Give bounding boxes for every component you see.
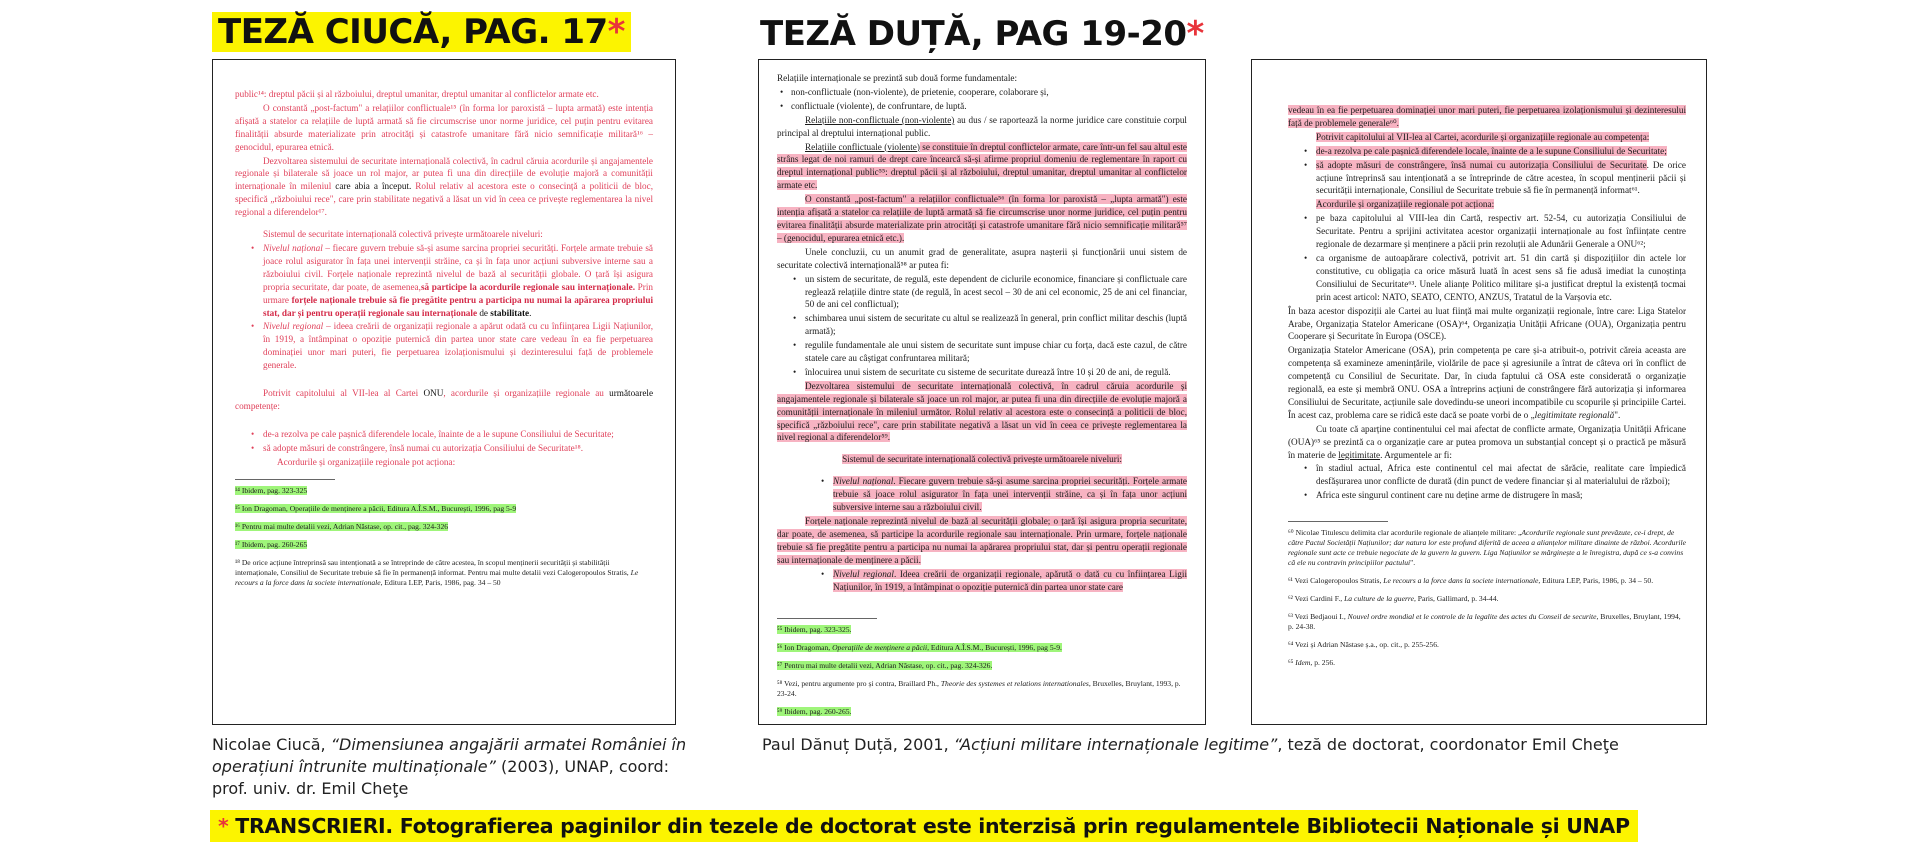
duta3-may-act bbox=[1288, 198, 1686, 211]
duta-footnote-56-rest: , Editura A.Î.S.M., București, 1996, pag 5-9. bbox=[927, 643, 1062, 653]
ciuca-charter-onu: ONU bbox=[423, 388, 444, 399]
ciuca-footnote-14-text: ¹⁴ Ibidem, pag. 323-325 bbox=[235, 485, 308, 495]
duta-conflict-text: se constituie în dreptul conflictelor armate, care într-un fel sau altul este strâns legat de noi ramuri de drept care încearcă să-și afirme propriul domeniu de reglementare în raport cu dreptul internațional public⁵⁵: dreptul păcii și al războiului, dreptul umanitar, dreptul umanitar al conflictelor armate etc. bbox=[777, 141, 1188, 191]
caption-duta bbox=[762, 734, 1722, 756]
duta-nonconflict-paragraph bbox=[777, 114, 1187, 140]
duta-regional-level-title: Nivelul regional bbox=[833, 568, 894, 579]
duta-regional-level bbox=[777, 568, 1187, 594]
ciuca-levels-intro: Sistemul de securitate internațională colectivă privește următoarele niveluri: bbox=[263, 229, 543, 240]
ciuca-footnote-18-rest: , Editura LEP, Paris, 1986, pag. 34 – 50 bbox=[380, 577, 501, 587]
ciuca-national-level: • Nivelul național – fiecare guvern trebuie să-și asume sarcina propriei securități. Forțele armate trebuie să joace rolul asigurator în fața unei intervenții străine, ca și în fața unor acțiuni subversive interne sau a războiului civil. Forțele naționale reprezintă nivelul de bază al securității globale. O țară își asigura propria securitate, dar poate, de asemenea,să participe la acordurile regionale sau internaționale. Prin urmare forțele naționale trebuie să fie pregătite pentru a participa nu numai la apărarea propriului stat, dar și pentru operații regionale sau internaționale de stabilitate. bbox=[235, 242, 653, 319]
heading-ciuca-text: TEZĂ CIUCĂ, PAG. 17 bbox=[218, 12, 608, 52]
ciuca-national-level-therefore: Prin urmare bbox=[263, 281, 653, 305]
duta3-footnote-62 bbox=[1288, 594, 1686, 604]
duta3-osa-legitimacy: legitimitate regională bbox=[1534, 409, 1615, 420]
duta-footnote-59 bbox=[777, 707, 1187, 717]
ciuca-national-level-title: Nivelul național bbox=[263, 242, 323, 253]
duta3-oua-text: Cu toate că aparține continentului cel mai afectat de conflicte armate, Organizația Unității Africane (OUA)⁶⁵ se prezintă ca o organizație care ar putea promova un substanțial concept și o practică pe măsură în materie de bbox=[1288, 423, 1686, 460]
duta3-osa bbox=[1288, 344, 1686, 421]
duta-thesis-page-19 bbox=[758, 59, 1206, 725]
duta3-footnote-65-idem: Idem bbox=[1295, 658, 1311, 668]
ciuca-footnote-15-text: ¹⁵ Ion Dragoman, Operațiile de menținere a păcii, Editura A.Î.S.M., București, 1996, pag 5-9 bbox=[235, 503, 517, 513]
ciuca-paragraph-3-black: care abia a început. bbox=[335, 181, 412, 192]
duta3-footnote-61-rest: , Editura LEP, Paris, 1986, p. 34 – 50. bbox=[1538, 576, 1654, 586]
ciuca-footnote-18 bbox=[235, 558, 653, 588]
duta-conflict-paragraph bbox=[777, 141, 1187, 193]
duta-footnote-56 bbox=[777, 643, 1187, 653]
duta3-competence-1 bbox=[1288, 145, 1686, 158]
duta-national-forces-text: Forțele naționale reprezintă nivelul de bază al securității globale; o țară își asigura propria securitate, dar poate, de asemenea, să participe la acordurile regionale sau internaționale. Prin urmare, forțele naționale trebuie să fie pregătite pentru a participa nu numai la apărarea propriului stat, dar și pentru operații regionale sau internaționale de menținere a păcii. bbox=[777, 516, 1187, 565]
duta-footnote-58-title: Theorie des systemes et relations internationales bbox=[940, 679, 1089, 689]
duta3-argument-2: • Africa este singurul continent care nu deține arme de distrugere în masă; bbox=[1288, 489, 1686, 502]
duta-footnote-57 bbox=[777, 661, 1187, 671]
caption-ciuca-author: Nicolae Ciucă, bbox=[212, 735, 331, 754]
ciuca-footnote-rule bbox=[235, 479, 335, 480]
ciuca-charter-paragraph bbox=[235, 387, 653, 413]
duta-regional-level-text: . Ideea creării de organizații regionale, apărută o dată cu cu înființarea Ligii Națiunilor, în 1919, a întâmpinat o opoziție puternică din partea unor state care bbox=[833, 568, 1188, 592]
duta3-footnote-60 bbox=[1288, 528, 1686, 568]
heading-ciuca bbox=[212, 12, 631, 52]
heading-duta bbox=[754, 14, 1210, 54]
ciuca-footnote-17 bbox=[235, 540, 653, 550]
duta3-may-act-text: Acordurile și organizațiile regionale pot acționa: bbox=[1316, 199, 1495, 210]
duta3-footnote-65-rest: , p. 256. bbox=[1310, 658, 1336, 668]
ciuca-footnote-16 bbox=[235, 522, 653, 532]
ciuca-footnote-18-title: Le recours a la force dans la societe internationale bbox=[235, 567, 639, 587]
duta3-osa-end: ". bbox=[1614, 409, 1621, 420]
ciuca-charter-competences: competențe: bbox=[235, 400, 280, 411]
duta3-footnote-61-author: ⁶¹ Vezi Calogeropoulos Stratis, bbox=[1288, 576, 1382, 586]
duta-national-level-title: Nivelul național bbox=[833, 476, 894, 487]
ciuca-footnote-18-text: ¹⁸ De orice acțiune întreprinsă sau intenționată a se întreprinde de către acestea, în scopul menținerii securității și stabilității internaționale, Consiliul de Securitate trebuie să fie în permanență informat. Pentru mai multe detalii vezi Calogeropoulos Stratis, bbox=[235, 557, 629, 577]
duta3-organizations: În baza acestor dispoziții ale Cartei au luat ființă mai multe organizații regionale, între care: Liga Statelor Arabe, Organizația Statelor Americane (OSA)⁶⁴, Organizația Unității Africane (OUA), Organizația pentru Cooperare și Securitate în Europa (OSCE). bbox=[1288, 305, 1686, 342]
duta3-footnote-61 bbox=[1288, 576, 1686, 586]
duta-conclusion-3: • regulile fundamentale ale unui sistem de securitate sunt impuse chiar cu forța, dacă este cazul, de către statele care au câștigat confruntarea militară; bbox=[777, 339, 1187, 365]
duta3-competence-2 bbox=[1288, 159, 1686, 198]
duta-thesis-page-20 bbox=[1251, 59, 1707, 725]
caption-ciuca bbox=[212, 734, 692, 800]
duta-footnote-59-text: ⁵⁹ Ibidem, pag. 260-265. bbox=[777, 707, 852, 717]
ciuca-may-act: Acordurile și organizațiile regionale pot acționa: bbox=[277, 456, 456, 467]
duta3-footnote-62-rest: , Paris, Gallimard, p. 34-44. bbox=[1413, 594, 1499, 604]
duta-development-text: Dezvoltarea sistemului de securitate internațională colectivă, în cadrul căruia acordurile și angajamentele regionale și bilaterale să joace un rol major, ar putea fi una din direcțiile de evoluție majoră a comunității internaționale în mileniul următor. Rolul relativ al acestora este o consecință a politicii de bloc, specifică „războiului rece", care prin stabilitate negativă a lăsat un vid în ceea ce privește reglementarea la nivel regional a diferendelor⁵⁹. bbox=[777, 380, 1187, 443]
duta-conflict-title: Relațiile conflictuale (violente) bbox=[805, 141, 920, 152]
duta3-oua bbox=[1288, 423, 1686, 462]
ciuca-thesis-page bbox=[212, 59, 676, 725]
ciuca-paragraph-3-text: Dezvoltarea sistemului de securitate internațională colectivă, în cadrul căruia acordurile și angajamentele regionale și bilaterale să joace un rol major, ar putea fi una din direcțiile de evoluție majoră a comunității internaționale în mileniul bbox=[235, 155, 653, 192]
ciuca-regional-level-text: – ideea creării de organizații regionale a apărut odată cu cu înființarea Ligii Națiunilor, în 1919, a întâmpinat o opoziție puternică din partea unor state care vedeau în ea fie perpetuarea dominației unor mari puteri, fie perpetuarea izolaționismului și dezinteresului față de problemele generale. bbox=[263, 321, 654, 371]
duta-postfactum-text: O constantă „post-factum" a relațiilor conflictuale⁵⁶ (în forma lor paroxistă – „lupta armată") este intenția afișată a statelor ca relațiile de luptă armată să fie circumscrise unor norme juridice, cel puțin pentru evitarea finalității absurde materializate prin atrocități și catastrofe umanitare fără nicio semnificație militară⁵⁷ – (genocidul, epurarea etnică etc.). bbox=[777, 194, 1187, 243]
banner-text: TRANSCRIERI. Fotografierea paginilor din tezele de doctorat este interzisă prin regulamentele Bibliotecii Naționale și UNAP bbox=[228, 814, 1630, 838]
ciuca-paragraph-1: public¹⁴: dreptul păcii și al războiului, dreptul umanitar, dreptul umanitar al conflictelor armate etc. bbox=[235, 89, 599, 99]
duta-form-1: • non-conflictuale (non-violente), de prietenie, cooperare, colaborare și, bbox=[777, 86, 1187, 99]
duta-footnote-55 bbox=[777, 625, 1187, 635]
duta-national-level-text: . Fiecare guvern trebuie să-și asume sarcina propriei securități. Forțele armate trebuie să joace rolul asigurator în fața unei intervenții străine, ca și în fața unor acțiuni subversive interne sau a războiului civil. bbox=[833, 476, 1187, 513]
ciuca-footnote-16-text: ¹⁶ Pentru mai multe detalii vezi, Adrian Năstase, op. cit., pag. 324-326 bbox=[235, 521, 449, 531]
caption-duta-title: “Acțiuni militare internaționale legitime” bbox=[953, 735, 1278, 754]
ciuca-national-level-stability: stabilitate bbox=[490, 307, 530, 318]
banner-asterisk: * bbox=[218, 814, 229, 838]
duta-postfactum-paragraph bbox=[777, 193, 1187, 245]
duta3-oua-end: . Argumentele ar fi: bbox=[1380, 449, 1452, 460]
caption-ciuca-title: “Dimensiunea angajării armatei României în operațiuni întrunite multinaționale” bbox=[212, 735, 687, 776]
duta3-footnote-65 bbox=[1288, 658, 1686, 668]
ciuca-charter-text-2: , acordurile și organizațiile regionale au bbox=[443, 388, 604, 399]
ciuca-competence-2: • să adopte măsuri de constrângere, însă numai cu autorizația Consiliului de Securitate¹⁸. bbox=[235, 442, 653, 455]
duta3-footnote-65-number: ⁶⁵ bbox=[1288, 658, 1294, 668]
duta-conclusion-1: • un sistem de securitate, de regulă, este dependent de ciclurile economice, financiare și conflictuale care reglează relațiile dintre state (de regulă, în acest secol – 30 de ani cel economic, 25 de ani cel financiar, 50 de ani cel conflictual); bbox=[777, 273, 1187, 312]
duta3-footnote-63-author: ⁶³ Vezi Bedjaoui I., bbox=[1288, 612, 1346, 622]
duta3-footnote-60-text: ⁶⁰ Nicolae Titulescu delimita clar acordurile regionale de alianțele militare: „ bbox=[1288, 528, 1522, 538]
duta-development-paragraph bbox=[777, 380, 1187, 445]
duta3-action-2: • ca organisme de autoapărare colectivă, potrivit art. 51 din cartă și dispozițiilor din actele lor constitutive, cu obligația ca orice măsură luată în acest sens să fie adusă imediat la cunoștința Consiliului de Securitate⁶³. Unele alianțe Politico militare și-a justificat dreptul la existență tocmai prin acest articol: NATO, SEATO, CENTO, ANZUS, Tratatul de la Varșovia etc. bbox=[1288, 252, 1686, 304]
duta-levels-intro bbox=[777, 453, 1187, 466]
duta-levels-intro-text: Sistemul de securitate internațională colectivă privește următoarele niveluri: bbox=[842, 454, 1122, 465]
duta-form-2: • conflictuale (violente), de confruntare, de luptă. bbox=[777, 100, 1187, 113]
duta3-footnote-60-end: ". bbox=[1410, 558, 1416, 568]
ciuca-paragraph-3 bbox=[235, 155, 653, 220]
duta-footnote-58 bbox=[777, 679, 1187, 699]
duta-footnote-58-rest: , Bruxelles, Bruylant, 1993, p. 23-24. bbox=[777, 679, 1181, 699]
duta-conclusion-4: • înlocuirea unui sistem de securitate cu sisteme de securitate durează între 10 și 20 de ani, de regulă. bbox=[777, 366, 1187, 379]
caption-ciuca-rest: (2003), UNAP, coord: prof. univ. dr. Emil Cheţe bbox=[212, 757, 670, 798]
duta3-continuation bbox=[1288, 104, 1686, 130]
duta3-continuation-text: vedeau în ea fie perpetuarea dominației unor mari puteri, fie perpetuarea izolaționismului și dezinteresului față de problemele generale⁶⁰. bbox=[1288, 105, 1686, 128]
ciuca-footnote-15 bbox=[235, 504, 653, 514]
ciuca-footnote-14 bbox=[235, 486, 653, 496]
ciuca-national-level-de: de bbox=[477, 307, 491, 318]
duta3-charter-text: Potrivit capitolului al VII-lea al Cartei, acordurile și organizațiile regionale au competența: bbox=[1316, 131, 1650, 142]
duta3-osa-text: Organizația Statelor Americane (OSA), prin competența pe care și-a atribuit-o, potrivit căreia aceasta are competența să examineze amenințările, violările de pace și agresiunile a întrat de câteva ori în conflict de competență cu Consiliul de Securitate. Dar, în ciuda faptului că OSA este considerată o organizație regională, ea este și membră ONU. OSA a întreprins acțiuni de constrângere fără autorizația și informarea Consiliului de Securitate, acțiunile sale dovedindu-se uneori incompatibile cu scopurile și principiile Cartei. În acest caz, problema care se ridică este dacă se poate vorbi de o „ bbox=[1288, 345, 1686, 420]
duta-intro: Relațiile internaționale se prezintă sub două forme fundamentale: bbox=[777, 73, 1018, 83]
duta-nonconflict-text: au dus / se raportează la norme juridice care constituie corpul principal al dreptului internațional public. bbox=[777, 114, 1187, 138]
duta3-footnote-62-title: La culture de la guerre bbox=[1344, 594, 1414, 604]
duta-footnote-55-text: ⁵⁵ Ibidem, pag. 323-325. bbox=[777, 625, 852, 635]
duta3-competence-2-rest: . De orice acțiune întreprinsă sau intenționată a se întreprinde de către acestea, în scopul menținerii păcii și securității internaționale, Consiliul de Securitate trebuie să fie în permanență informat⁶¹. bbox=[1316, 159, 1686, 196]
ciuca-footnote-17-text: ¹⁷ Ibidem, pag. 260-265 bbox=[235, 539, 308, 549]
duta3-competence-1-text: de-a rezolva pe cale pașnică diferendele locale, înainte de a le supune Consiliului de Securitate; bbox=[1316, 145, 1667, 156]
duta-conclusion-2: • schimbarea unui sistem de securitate cu altul se realizează în general, prin conflict militar deschis (luptă armată); bbox=[777, 312, 1187, 338]
ciuca-national-level-bold-2: forțele naționale trebuie să fie pregătite pentru a participa nu numai la apărarea propriului stat, dar și pentru operații regionale sau internaționale bbox=[263, 294, 653, 318]
ciuca-competence-1: • de-a rezolva pe cale pașnică diferendele locale, înainte de a le supune Consiliului de Securitate; bbox=[235, 428, 653, 441]
duta-footnote-58-author: ⁵⁸ Vezi, pentru argumente pro și contra, Braillard Ph., bbox=[777, 679, 939, 689]
heading-ciuca-asterisk: * bbox=[607, 12, 625, 52]
ciuca-national-level-text: – fiecare guvern trebuie să-și asume sarcina propriei securități. Forțele armate trebuie să joace rolul asigurator în fața unei intervenții străine, ca și în fața unor acțiuni subversive interne sau a războiului civil. Forțele naționale reprezintă nivelul de bază al securității globale. O țară își asigura propria securitate, dar poate, de asemenea, bbox=[263, 242, 653, 292]
heading-duta-text: TEZĂ DUȚĂ, PAG 19-20 bbox=[760, 14, 1187, 54]
ciuca-paragraph-3-rest: Rolul relativ al acestora este o consecință a politicii de bloc, specifică „războiului rece", care prin stabilitate negativă a lăsat un vid în ceea ce privește reglementarea la nivel regional a diferendelor¹⁷. bbox=[235, 181, 653, 218]
duta3-footnote-60-quote: Acordurile regionale sunt prevăzute, ce-i drept, de către Pactul Societății Națiunilor; dar natura lor este profund diferită de aceea a alianțelor militare dinainte de război. Acordurile regionale sunt acte ce trebuie negociate de la guvern la guvern. Liga Națiunilor se mărginește a le înregistra, după ce s-a convins că ele nu contravin principiilor pactului bbox=[1288, 528, 1686, 568]
caption-duta-rest: , teză de doctorat, coordonator Emil Cheţe bbox=[1277, 735, 1619, 754]
ciuca-regional-level-title: Nivelul regional bbox=[263, 321, 324, 332]
duta-footnote-57-text: ⁵⁷ Pentru mai multe detalii vezi, Adrian Năstase, op. cit., pag. 324-326. bbox=[777, 661, 993, 671]
duta-national-level bbox=[777, 475, 1187, 514]
duta3-footnote-64: ⁶⁴ Vezi și Adrian Năstase ș.a., op. cit., p. 255-256. bbox=[1288, 640, 1439, 650]
transcription-notice-banner bbox=[210, 810, 1638, 842]
duta3-footnote-63 bbox=[1288, 612, 1686, 632]
ciuca-charter-following: următoarele bbox=[609, 388, 654, 399]
duta3-footnote-rule bbox=[1288, 521, 1388, 522]
duta-footnote-56-title: Operațiile de menținere a păcii bbox=[832, 643, 928, 653]
duta3-action-1: • pe baza capitolului al VIII-lea din Cartă, respectiv art. 52-54, cu autorizația Consiliului de Securitate. Pentru a sprijini activitatea acestor organizații internaționale au fost înființate centre regionale de dezarmare și menținere a păcii prin rezoluții ale Adunării Generale a ONU⁶²; bbox=[1288, 212, 1686, 251]
duta3-argument-1: • în stadiul actual, Africa este continentul cel mai afectat de sărăcie, realitate care împiedică desfășurarea unor conflicte de durată (din punct de vedere financiar și al materialului de război); bbox=[1288, 462, 1686, 488]
ciuca-charter-text: Potrivit capitolului al VII-lea al Cartei bbox=[263, 388, 419, 399]
ciuca-regional-level bbox=[235, 320, 653, 372]
duta-conclusions-paragraph: Unele concluzii, cu un anumit grad de generalitate, asupra nașterii și funcționării unui sistem de securitate colectivă internațională⁵⁸ ar putea fi: bbox=[777, 246, 1187, 270]
duta-footnote-rule bbox=[777, 618, 877, 619]
duta3-charter bbox=[1288, 131, 1686, 144]
ciuca-paragraph-2: O constantă „post-factum" a relațiilor conflictuale¹⁵ (în forma lor paroxistă – lupta armată) este intenția afișată a statelor ca relațiile de luptă armată să fie circumscrise unor norme juridice, cel puțin pentru evitarea finalității absurde materializate prin atrocități și catastrofe umanitare fără nicio semnificație militară¹⁶ – genocidul, epurarea etnică. bbox=[235, 102, 653, 152]
duta3-competence-2-text: să adopte măsuri de constrângere, însă numai cu autorizația Consiliului de Securitate bbox=[1316, 159, 1647, 170]
ciuca-national-level-bold: să participe la acordurile regionale sau internaționale. bbox=[420, 281, 636, 292]
duta-national-forces bbox=[777, 515, 1187, 567]
caption-duta-author: Paul Dănuț Duță, 2001, bbox=[762, 735, 954, 754]
duta3-footnote-63-rest: , Bruxelles, Bruylant, 1994, p. 24-38. bbox=[1288, 612, 1681, 632]
duta3-oua-legitimacy: legitimitate bbox=[1338, 449, 1381, 460]
duta3-footnote-62-author: ⁶² Vezi Cardini F., bbox=[1288, 594, 1343, 604]
heading-duta-asterisk: * bbox=[1186, 14, 1204, 54]
duta-nonconflict-title: Relațiile non-conflictuale (non-violente) bbox=[805, 114, 955, 125]
duta3-footnote-61-title: Le recours a la force dans la societe internationale bbox=[1383, 576, 1539, 586]
duta-footnote-56-author: ⁵⁶ Ion Dragoman, bbox=[777, 643, 831, 653]
duta3-footnote-63-title: Nouvel ordre mondial et le controle de la legalite des actes du Conseil de securite bbox=[1347, 612, 1597, 622]
